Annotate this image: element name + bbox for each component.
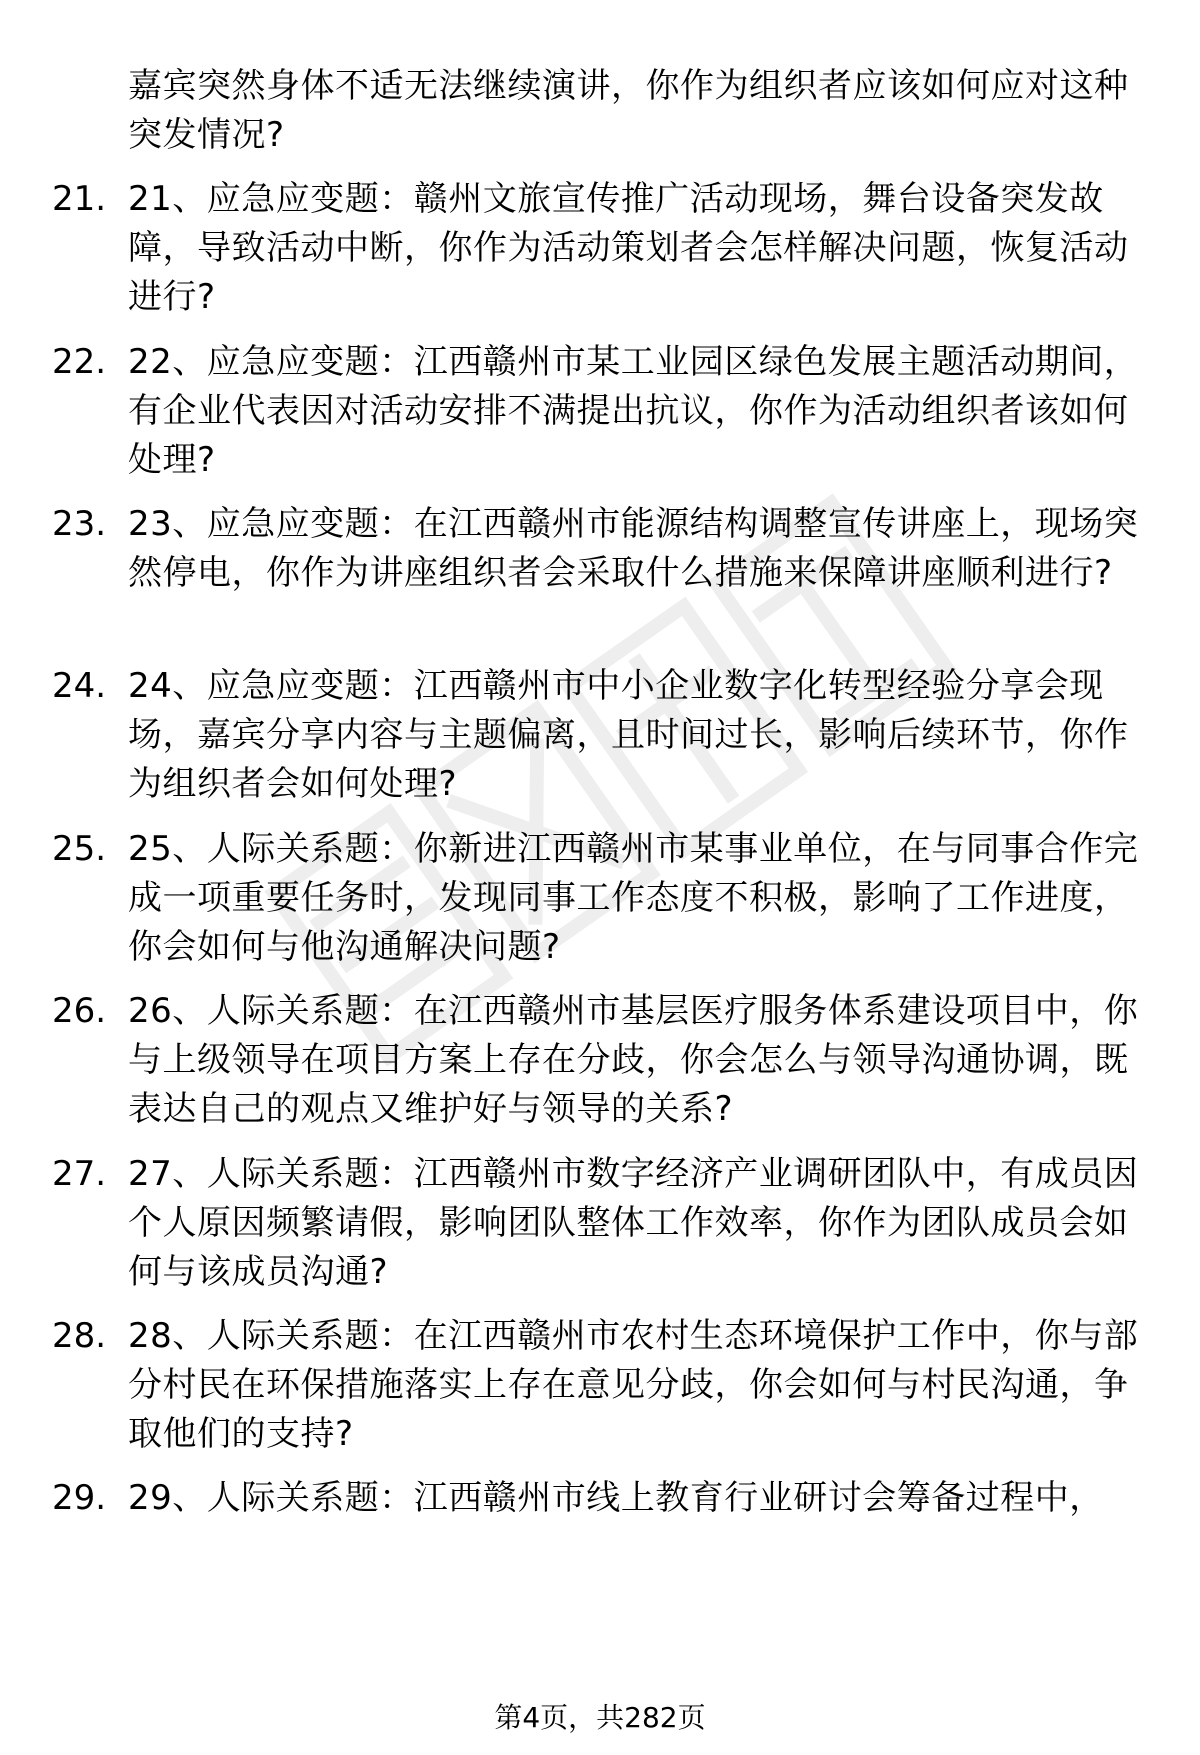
question-number: 27.	[52, 1154, 107, 1194]
question-text: 24、应急应变题：江西赣州市中小企业数字化转型经验分享会现场，嘉宾分享内容与主题偏离，且时间过长，影响后续环节，你作为组织者会如何处理?	[128, 666, 1129, 804]
question-number: 28.	[52, 1316, 107, 1356]
question-text: 23、应急应变题：在江西赣州市能源结构调整宣传讲座上，现场突然停电，你作为讲座组织者会采取什么措施来保障讲座顺利进行?	[128, 504, 1139, 593]
question-text: 22、应急应变题：江西赣州市某工业园区绿色发展主题活动期间，有企业代表因对活动安排不满提出抗议，你作为活动组织者该如何处理?	[128, 342, 1139, 480]
question-text: 21、应急应变题：赣州文旅宣传推广活动现场，舞台设备突发故障，导致活动中断，你作为活动策划者会怎样解决问题，恢复活动进行?	[128, 179, 1129, 317]
question-text: 26、人际关系题：在江西赣州市基层医疗服务体系建设项目中，你与上级领导在项目方案上存在分歧，你会怎么与领导沟通协调，既表达自己的观点又维护好与领导的关系?	[128, 991, 1139, 1129]
question-text: 25、人际关系题：你新进江西赣州市某事业单位，在与同事合作完成一项重要任务时，发现同事工作态度不积极，影响了工作进度，你会如何与他沟通解决问题?	[128, 829, 1139, 967]
question-number: 26.	[52, 991, 107, 1031]
question-text: 27、人际关系题：江西赣州市数字经济产业调研团队中，有成员因个人原因频繁请假，影响团队整体工作效率，你作为团队成员会如何与该成员沟通?	[128, 1154, 1139, 1292]
question-text: 28、人际关系题：在江西赣州市农村生态环境保护工作中，你与部分村民在环保措施落实上存在意见分歧，你会如何与村民沟通，争取他们的支持?	[128, 1316, 1139, 1454]
question-number: 22.	[52, 342, 107, 382]
question-number: 21.	[52, 179, 107, 219]
question-number: 24.	[52, 666, 107, 706]
question-number: 25.	[52, 829, 107, 869]
page-footer: 第4页，共282页	[494, 1701, 706, 1734]
question-number: 23.	[52, 504, 107, 544]
continued-question-text: 嘉宾突然身体不适无法继续演讲，你作为组织者应该如何应对这种突发情况?	[128, 66, 1129, 155]
question-text: 29、人际关系题：江西赣州市线上教育行业研讨会筹备过程中，	[128, 1478, 1104, 1518]
question-number: 29.	[52, 1478, 107, 1518]
